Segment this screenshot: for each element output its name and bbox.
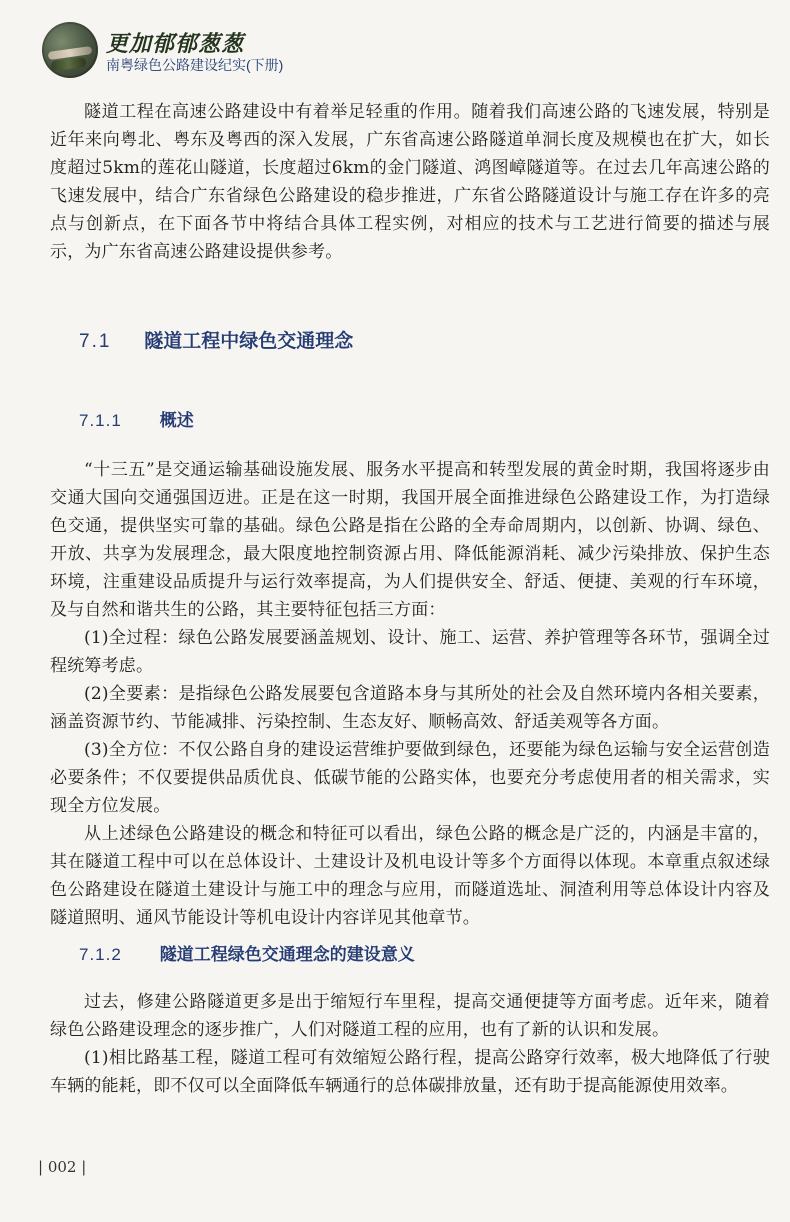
overview-conclusion: 从上述绿色公路建设的概念和特征可以看出，绿色公路的概念是广泛的，内涵是丰富的，其在隧道工程中可以在总体设计、土建设计及机电设计等多个方面得以体现。本章重点叙述绿色公路建设在隧道土建设计与施工中的理念与应用，而隧道选址、洞渣利用等总体设计内容及隧道照明、通风节能设计等机电设计内容详见其他章节。 (50, 824, 770, 928)
book-series-title: 更加郁郁葱葱 (106, 31, 245, 57)
section-heading: 隧道工程中绿色交通理念 (144, 331, 354, 352)
section-number: 7.1 (79, 331, 112, 352)
section-title (79, 326, 353, 353)
subsection-2-text-block (50, 988, 770, 1100)
feature-all-elements: (2)全要素：是指绿色公路发展要包含道路本身与其所处的社会及自然环境内各相关要素，涵盖资源节约、节能减排、污染控制、生态友好、顺畅高效、舒适美观等各方面。 (50, 684, 770, 732)
intro-text-block (50, 98, 770, 266)
significance-point-1: (1)相比路基工程，隧道工程可有效缩短公路行程，提高公路穿行效率，极大地降低了行驶车辆的能耗，即不仅可以全面降低车辆通行的总体碳排放量，还有助于提高能源使用效率。 (50, 1048, 770, 1096)
intro-paragraph: 隧道工程在高速公路建设中有着举足轻重的作用。随着我们高速公路的飞速发展，特别是近年来向粤北、粤东及粤西的深入发展，广东省高速公路隧道单洞长度及规模也在扩大，如长度超过5km的莲花山隧道，长度超过6km的金门隧道、鸿图嶂隧道等。在过去几年高速公路的飞速发展中，结合广东省绿色公路建设的稳步推进，广东省公路隧道设计与施工存在许多的亮点与创新点，在下面各节中将结合具体工程实例，对相应的技术与工艺进行简要的描述与展示，为广东省高速公路建设提供参考。 (50, 102, 770, 262)
subsection-1-heading: 概述 (159, 411, 194, 430)
feature-all-directions: (3)全方位：不仅公路自身的建设运营维护要做到绿色，还要能为绿色运输与安全运营创造必要条件；不仅要提供品质优良、低碳节能的公路实体，也要充分考虑使用者的相关需求，实现全方位发展。 (50, 740, 770, 816)
subsection-1-text-block (50, 456, 770, 932)
page-number: | 002 | (38, 1158, 87, 1176)
significance-paragraph: 过去，修建公路隧道更多是出于缩短行车里程，提高交通便捷等方面考虑。近年来，随着绿色公路建设理念的逐步推广，人们对隧道工程的应用，也有了新的认识和发展。 (50, 992, 770, 1040)
subsection-1-number: 7.1.1 (79, 411, 122, 430)
subsection-2-number: 7.1.2 (79, 945, 122, 964)
subsection-1-title (79, 406, 194, 431)
page-header (42, 22, 372, 80)
subsection-2-title (79, 940, 415, 965)
overview-paragraph: “十三五”是交通运输基础设施发展、服务水平提高和转型发展的黄金时期，我国将逐步由交通大国向交通强国迈进。正是在这一时期，我国开展全面推进绿色公路建设工作，为打造绿色交通，提供坚实可靠的基础。绿色公路是指在公路的全寿命周期内，以创新、协调、绿色、开放、共享为发展理念，最大限度地控制资源占用、降低能源消耗、减少污染排放、保护生态环境，注重建设品质提升与运行效率提高，为人们提供安全、舒适、便捷、美观的行车环境，及与自然和谐共生的公路，其主要特征包括三方面： (50, 460, 770, 620)
highway-logo (42, 22, 98, 78)
book-subtitle: 南粤绿色公路建设纪实(下册) (106, 57, 284, 73)
subsection-2-heading: 隧道工程绿色交通理念的建设意义 (159, 945, 415, 964)
feature-whole-process: (1)全过程：绿色公路发展要涵盖规划、设计、施工、运营、养护管理等各环节，强调全过程统筹考虑。 (50, 628, 770, 676)
